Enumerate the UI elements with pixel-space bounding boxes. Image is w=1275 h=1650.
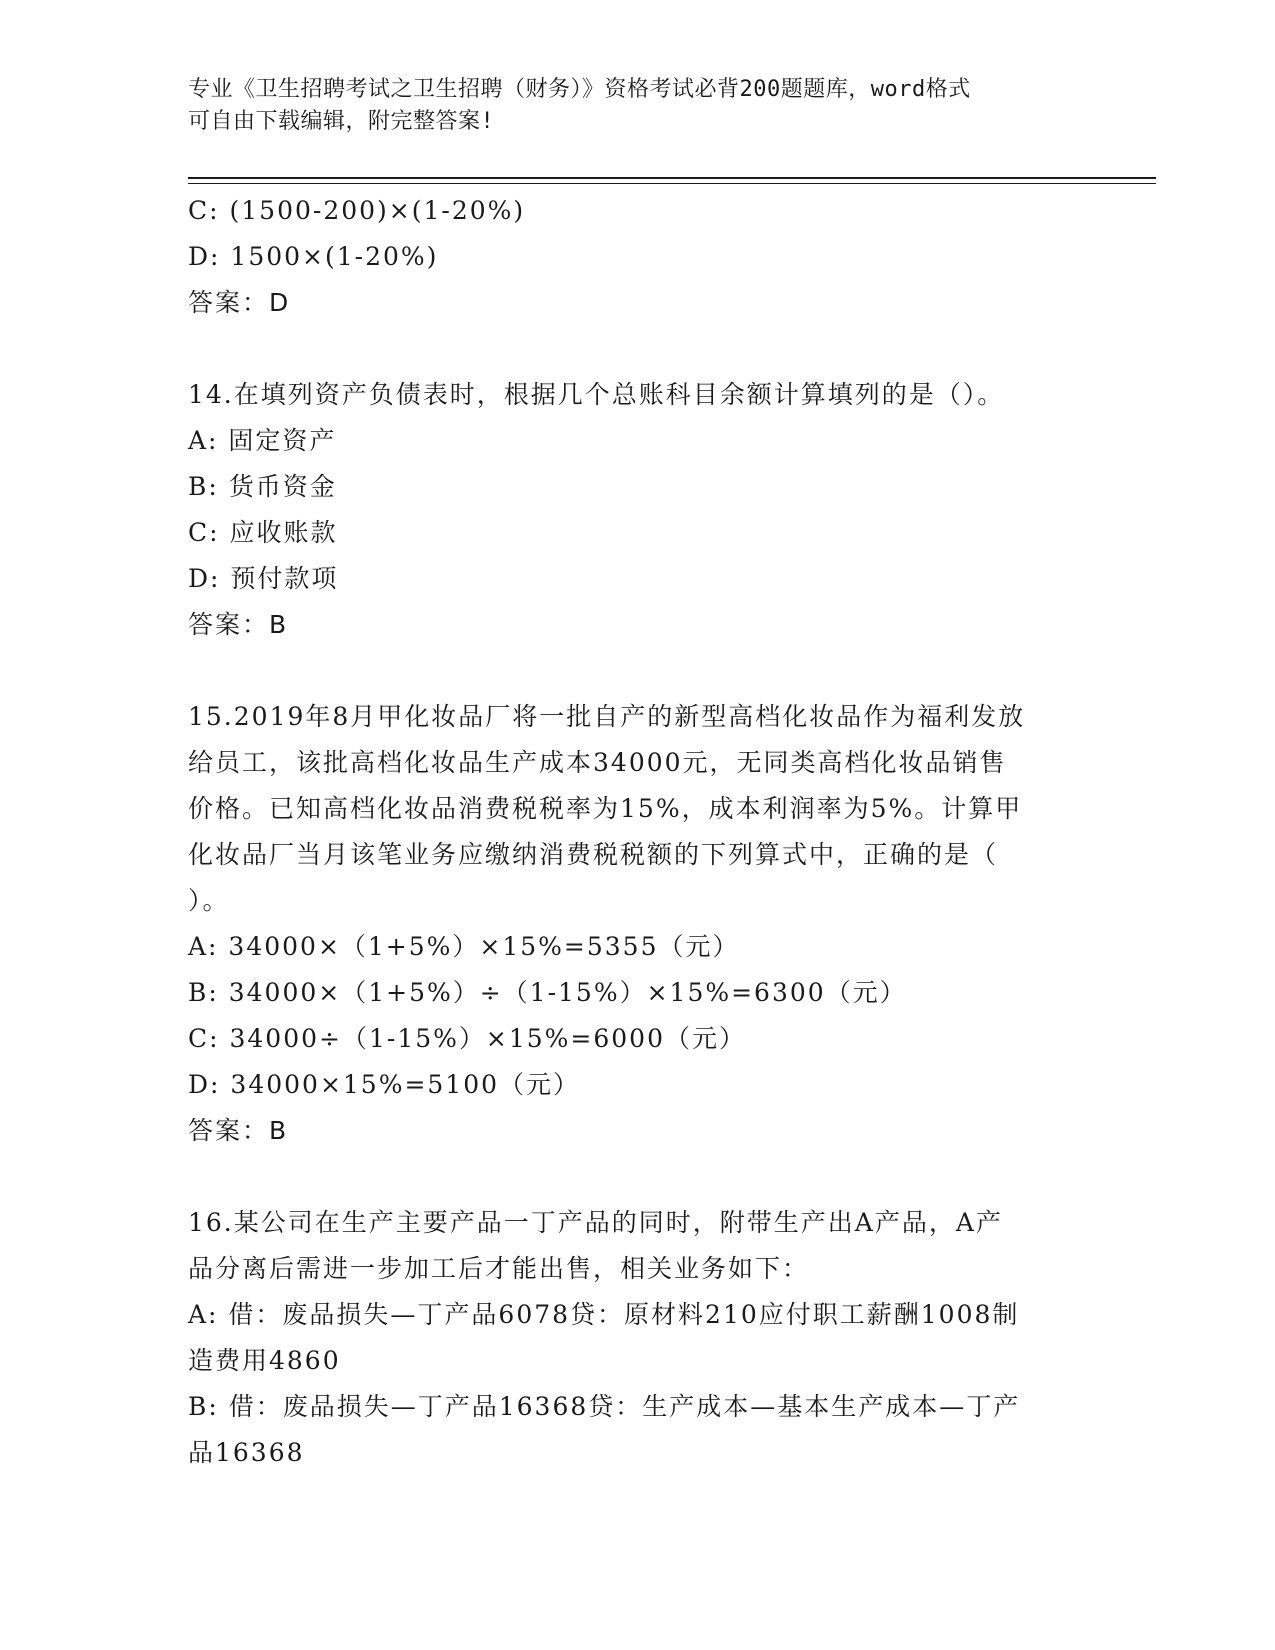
answer-line: 答案：B: [188, 1116, 289, 1145]
option-b-line: 品16368: [188, 1438, 305, 1467]
option-d: D: 1500×(1-20%): [188, 242, 439, 271]
question-stem-line: 16.某公司在生产主要产品一丁产品的同时，附带生产出A产品，A产: [188, 1208, 1003, 1237]
option-a-line: A: 借：废品损失—丁产品6078贷：原材料210应付职工薪酬1008制: [188, 1300, 1020, 1329]
option-b-line: B: 借：废品损失—丁产品16368贷：生产成本—基本生产成本—丁产: [188, 1392, 1021, 1421]
question-16: [188, 1200, 1088, 1476]
question-13: [188, 188, 1088, 326]
header-divider-thick: [188, 177, 1156, 179]
option-a: A: 34000×（1+5%）×15%=5355（元）: [188, 932, 740, 961]
question-stem: 14.在填列资产负债表时，根据几个总账科目余额计算填列的是（）。: [188, 380, 1005, 409]
option-a: A: 固定资产: [188, 426, 337, 455]
header-line-2: 可自由下载编辑，附完整答案!: [188, 109, 495, 134]
answer-line: 答案：B: [188, 610, 289, 639]
document-body: [188, 188, 1088, 1476]
option-c: C: (1500-200)×(1-20%): [188, 196, 526, 225]
option-c: C: 应收账款: [188, 518, 338, 547]
option-d: D: 预付款项: [188, 564, 339, 593]
answer-line: 答案：D: [188, 288, 291, 317]
question-stem-line: 给员工，该批高档化妆品生产成本34000元，无同类高档化妆品销售: [188, 748, 1007, 777]
header-line-1: 专业《卫生招聘考试之卫生招聘（财务）》资格考试必背200题题库，word格式: [188, 77, 971, 102]
spacer: [188, 326, 1088, 372]
question-stem-line: 化妆品厂当月该笔业务应缴纳消费税税额的下列算式中，正确的是（: [188, 840, 999, 869]
option-d: D: 34000×15%=5100（元）: [188, 1070, 581, 1099]
question-stem-line: 价格。已知高档化妆品消费税税率为15%，成本利润率为5%。计算甲: [188, 794, 1023, 823]
option-b: B: 货币资金: [188, 472, 337, 501]
option-a-line: 造费用4860: [188, 1346, 341, 1375]
option-b: B: 34000×（1+5%）÷（1-15%）×15%=6300（元）: [188, 978, 907, 1007]
spacer: [188, 648, 1088, 694]
question-15: [188, 694, 1088, 1154]
question-14: [188, 372, 1088, 648]
spacer: [188, 1154, 1088, 1200]
document-header: [188, 74, 1068, 138]
question-stem-line: 15.2019年8月甲化妆品厂将一批自产的新型高档化妆品作为福利发放: [188, 702, 1026, 731]
header-divider-thin: [188, 183, 1156, 184]
question-stem-line: 品分离后需进一步加工后才能出售，相关业务如下：: [188, 1254, 810, 1283]
option-c: C: 34000÷（1-15%）×15%=6000（元）: [188, 1024, 746, 1053]
question-stem-line: ）。: [188, 886, 230, 915]
